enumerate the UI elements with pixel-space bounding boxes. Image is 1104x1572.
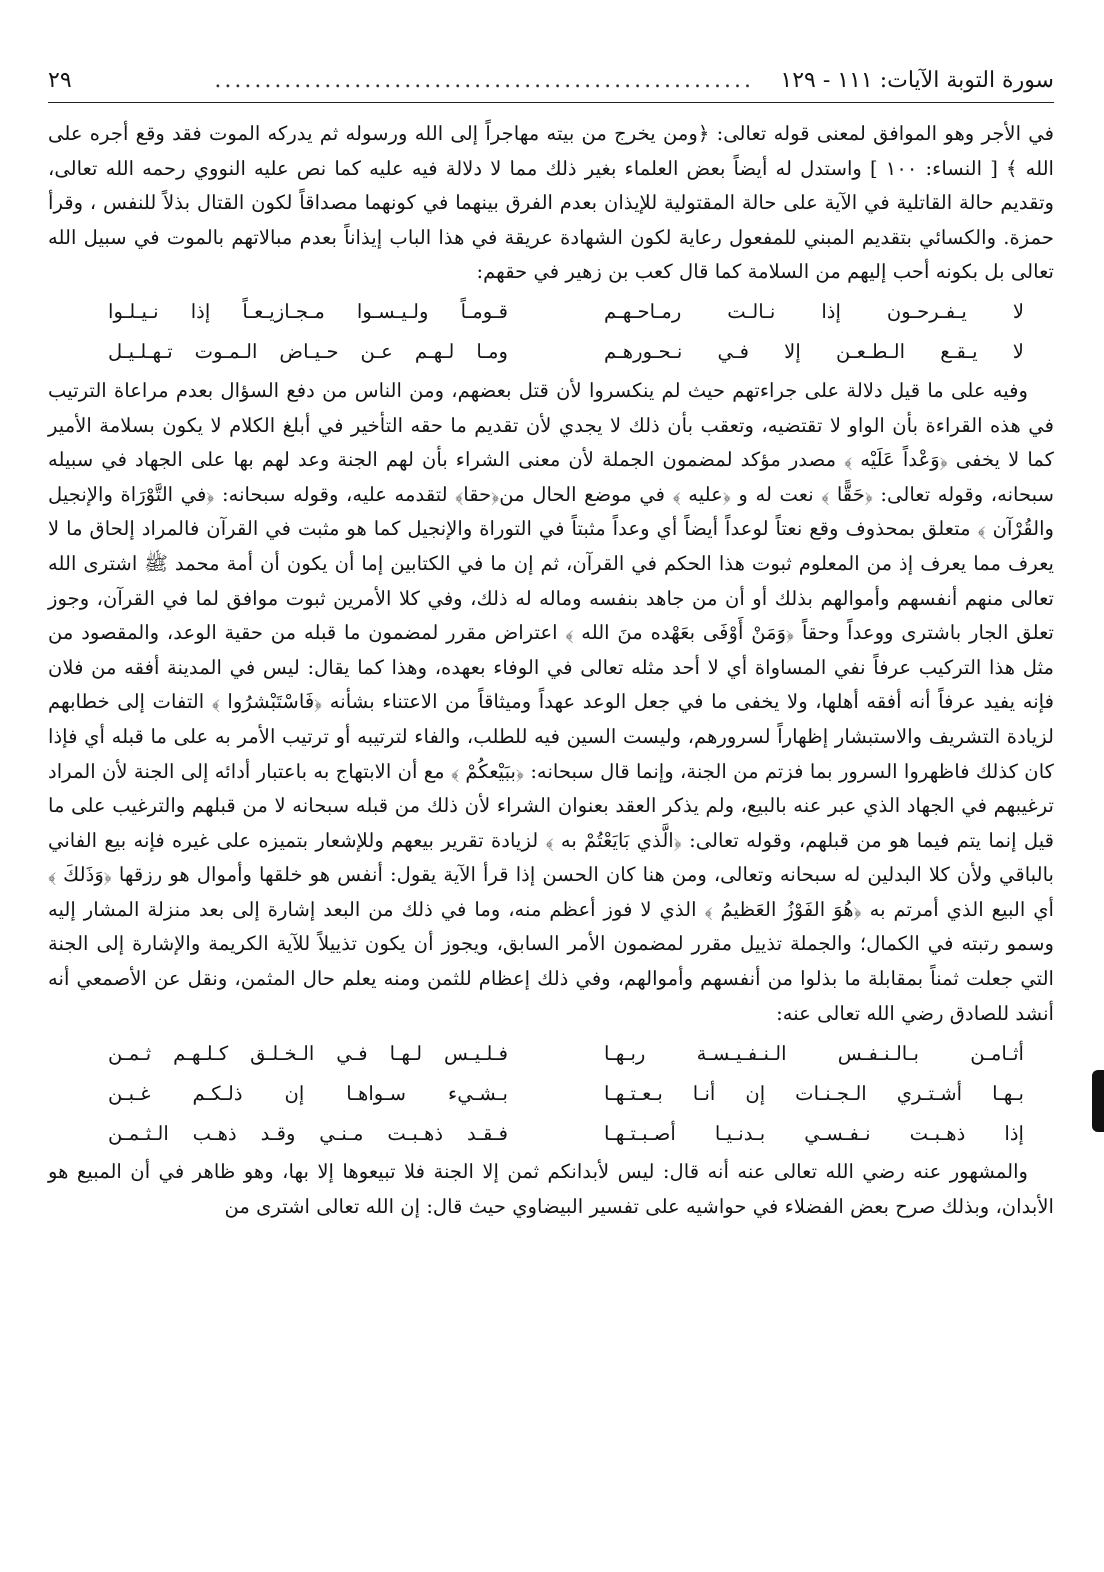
- leader-dots: ......................................................: [214, 68, 754, 93]
- verse-second-hemistich: فـقـد ذهـبـت مـنـي وقـد ذهـب الـثـمـن: [108, 1121, 508, 1145]
- running-title: سورة التوبة الآيات: ١١١ - ١٢٩: [780, 68, 1054, 93]
- verse-first-hemistich: إذا ذهـبـت نـفـسـي بـدنـيـا أصـبـتـهـا: [604, 1121, 1024, 1145]
- book-page: [48, 66, 1054, 1224]
- scan-edge-mark: [1092, 1070, 1104, 1132]
- page-header: [48, 66, 1054, 103]
- verse-second-hemistich: ومـا لـهـم عـن حـيـاض الـمـوت تـهـلـيـل: [108, 340, 508, 364]
- verse-line: [48, 1033, 1054, 1073]
- page-body: [48, 117, 1054, 1224]
- verse-line: [48, 292, 1054, 332]
- verse-line: [48, 1113, 1054, 1153]
- verse-first-hemistich: لا يـقـع الـطـعـن إلا فـي نـحـورهـم: [604, 340, 1024, 364]
- paragraph-1: في الأجر وهو الموافق لمعنى قوله تعالى: ﴿ومن يخرج من بيته مهاجراً إلى الله ورسوله ثم يدركه الموت فقد وقع أجره على الله ﴾ [ النساء: ١٠٠ ] واستدل له أيضاً بعض العلماء بغير ذلك مما لا دلالة فيه عليه كما نص عليه النووي رحمه الله تعالى، وتقديم حالة القاتلية في الآية على حالة المقتولية للإيذان بعدم الفرق بينهما في كونهما مصداقاً لكون القتال بذلاً للنفس ، وقرأ حمزة. والكسائي بتقديم المبني للمفعول رعاية لكون الشهادة عريقة في هذا الباب إيذاناً بعدم مبالاتهم بالموت في سبيل الله تعالى بل بكونه أحب إليهم من السلامة كما قال كعب بن زهير في حقهم:: [48, 122, 1054, 284]
- verse-second-hemistich: قـومـاً ولـيـسـوا مـجـازيـعـاً إذا نـيـلـوا: [108, 300, 508, 324]
- paragraph-3: والمشهور عنه رضي الله تعالى عنه أنه قال: ليس لأبدانكم ثمن إلا الجنة فلا تبيعوها إلا بها، وهو ظاهر في أن المبيع هو الأبدان، وبذلك صرح بعض الفضلاء في حواشيه على تفسير البيضاوي حيث قال: إن الله تعالى اشترى من: [48, 1160, 1054, 1218]
- verse-second-hemistich: بـشـيء سـواهـا إن ذلـكـم غـبـن: [108, 1081, 508, 1105]
- verse-line: [48, 1073, 1054, 1113]
- verse-line: [48, 332, 1054, 372]
- poem-al-sadiq: [48, 1033, 1054, 1153]
- verse-first-hemistich: لا يـفـرحـون إذا نـالـت رمـاحـهـم: [604, 300, 1024, 324]
- verse-first-hemistich: أثـامـن بـالـنـفـس الـنـفـيـسـة ربـهـا: [604, 1041, 1024, 1065]
- page-number: ٢٩: [48, 68, 72, 93]
- paragraph-2: وفيه على ما قيل دلالة على جراءتهم حيث لم ينكسروا لأن قتل بعضهم، ومن الناس من دفع السؤال بعدم مراعاة الترتيب في هذه القراءة بأن الواو لا تقتضيه، وتعقب بأن ذلك لا يجدي لأن تقديم ما حقه التأخير في أبلغ الكلام لا يكون بسلامة الأمير كما لا يخفى ﴿وَعْداً عَلَيْه ﴾ مصدر مؤكد لمضمون الجملة لأن معنى الشراء بأن لهم الجنة وعد لهم بها على الجهاد في سبيله سبحانه، وقوله تعالى: ﴿حَقًّا ﴾ نعت له و ﴿عليه ﴾ في موضع الحال من﴿حقا﴾ لتقدمه عليه، وقوله سبحانه: ﴿في التَّوْرَاة والإنجيل والقُرْآن ﴾ متعلق بمحذوف وقع نعتاً لوعداً أيضاً أي وعداً مثبتاً في التوراة والإنجيل كما هو مثبت في القرآن فالمراد إلحاق ما لا يعرف مما يعرف إذ من المعلوم ثبوت هذا الحكم في القرآن، ثم إن ما في الكتابين إما أن يكون أن أمة محمد ﷺ اشترى الله تعالى منهم أنفسهم وأموالهم بذلك أو أن من جاهد بنفسه وماله له ذلك، وفي كلا الأمرين ثبوت موافق لما في القرآن، وجوز تعلق الجار باشترى ووعداً وحقاً ﴿وَمَنْ أَوْفَى بعَهْده منَ الله ﴾ اعتراض مقرر لمضمون ما قبله من حقية الوعد، والمقصود من مثل هذا التركيب عرفاً نفي المساواة أي لا أحد مثله تعالى في الوفاء بعهده، وهذا كما يقال: ليس في المدينة أفقه من فلان فإنه يفيد عرفاً أنه أفقه أهلها، ولا يخفى ما في جعل الوعد عهداً وميثاقاً من الاعتناء بشأنه ﴿فَاسْتَبْشرُوا ﴾ التفات إلى خطابهم لزيادة التشريف والاستبشار إظهاراً لسرورهم، وليست السين فيه للطلب، والفاء لترتيبه أو ترتيب الأمر به على ما قبله أي فإذا كان كذلك فاظهروا السرور بما فزتم من الجنة، وإنما قال سبحانه: ﴿ببَيْعكُمْ ﴾ مع أن الابتهاج به باعتبار أدائه إلى الجنة لأن المراد ترغيبهم في الجهاد الذي عبر عنه بالبيع، ولم يذكر العقد بعنوان الشراء لأن ذلك من قبله سبحانه لا من قبلهم والترغيب على ما قيل إنما يتم فيما هو من قبلهم، وقوله تعالى: ﴿الَّذي بَايَعْتُمْ به ﴾ لزيادة تقرير بيعهم وللإشعار بتميزه على غيره فإنه بيع الفاني بالباقي ولأن كلا البدلين له سبحانه وتعالى، ومن هنا كان الحسن إذا قرأ الآية يقول: أنفس هو خلقها وأموال هو رزقها ﴿وَذَلكَ ﴾ أي البيع الذي أمرتم به ﴿هُوَ الفَوْزُ العَظيمُ ﴾ الذي لا فوز أعظم منه، وما في ذلك من البعد إشارة إلى بعد منزلة المشار إليه وسمو رتبته في الكمال؛ والجملة تذييل مقرر لمضمون الأمر السابق، ويجوز أن يكون تذييلاً للآية الكريمة والإشارة إلى الجنة التي جعلت ثمناً بمقابلة ما بذلوا من أنفسهم وأموالهم، وفي ذلك إعظام للثمن ومنه يعلم حال المثمن، ونقل عن الأصمعي أنه أنشد للصادق رضي الله تعالى عنه:: [48, 378, 1054, 1025]
- poem-kaab-ibn-zuhair: [48, 292, 1054, 372]
- verse-second-hemistich: فـلـيـس لـهـا فـي الـخـلـق كـلـهـم ثـمـن: [108, 1041, 508, 1065]
- verse-first-hemistich: بـهـا أشـتـري الـجـنـات إن أنـا بـعـتـهـا: [604, 1081, 1024, 1105]
